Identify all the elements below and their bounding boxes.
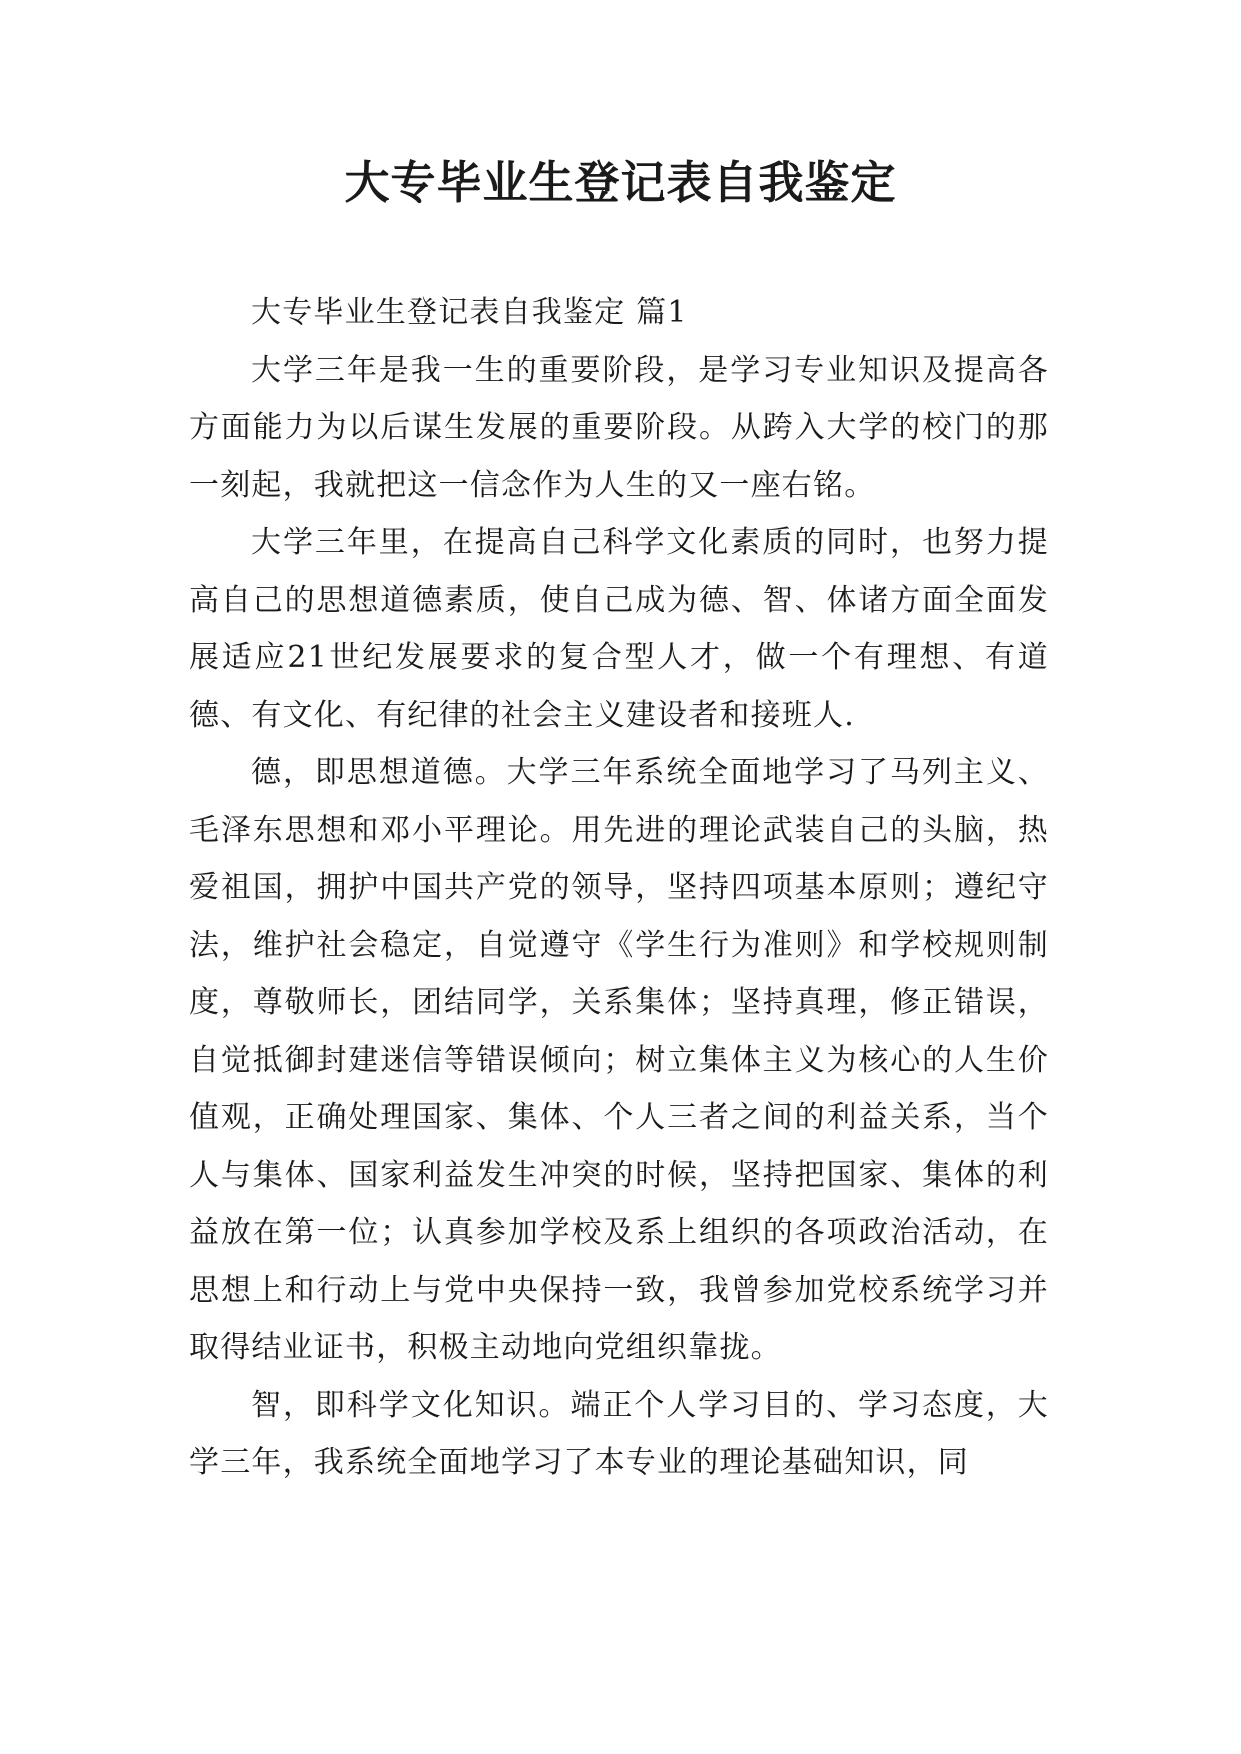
document-title: 大专毕业生登记表自我鉴定 xyxy=(344,156,897,209)
paragraph-knowledge: 智，即科学文化知识。端正个人学习目的、学习态度，大学三年，我系统全面地学习了本专业的理论基础知识，同 xyxy=(189,1387,1049,1480)
document-body xyxy=(189,284,1049,1492)
paragraph-morality: 德，即思想道德。大学三年系统全面地学习了马列主义、毛泽东思想和邓小平理论。用先进的理论武装自己的头脑，热爱祖国，拥护中国共产党的领导，坚持四项基本原则；遵纪守法，维护社会稳定，自觉遵守《学生行为准则》和学校规则制度，尊敬师长，团结同学，关系集体；坚持真理，修正错误，自觉抵御封建迷信等错误倾向；树立集体主义为核心的人生价值观，正确处理国家、集体、个人三者之间的利益关系，当个人与集体、国家利益发生冲突的时候，坚持把国家、集体的利益放在第一位；认真参加学校及系上组织的各项政治活动，在思想上和行动上与党中央保持一致，我曾参加党校系统学习并取得结业证书，积极主动地向党组织靠拢。 xyxy=(189,755,1049,1365)
paragraph-goals: 大学三年里，在提高自己科学文化素质的同时，也努力提高自己的思想道德素质，使自己成为德、智、体诸方面全面发展适应21世纪发展要求的复合型人才，做一个有理想、有道德、有文化、有纪律的社会主义建设者和接班人. xyxy=(189,525,1049,733)
section-heading: 大专毕业生登记表自我鉴定 篇1 xyxy=(251,295,688,330)
paragraph-intro: 大学三年是我一生的重要阶段，是学习专业知识及提高各方面能力为以后谋生发展的重要阶段。从跨入大学的校门的那一刻起，我就把这一信念作为人生的又一座右铭。 xyxy=(189,352,1049,503)
